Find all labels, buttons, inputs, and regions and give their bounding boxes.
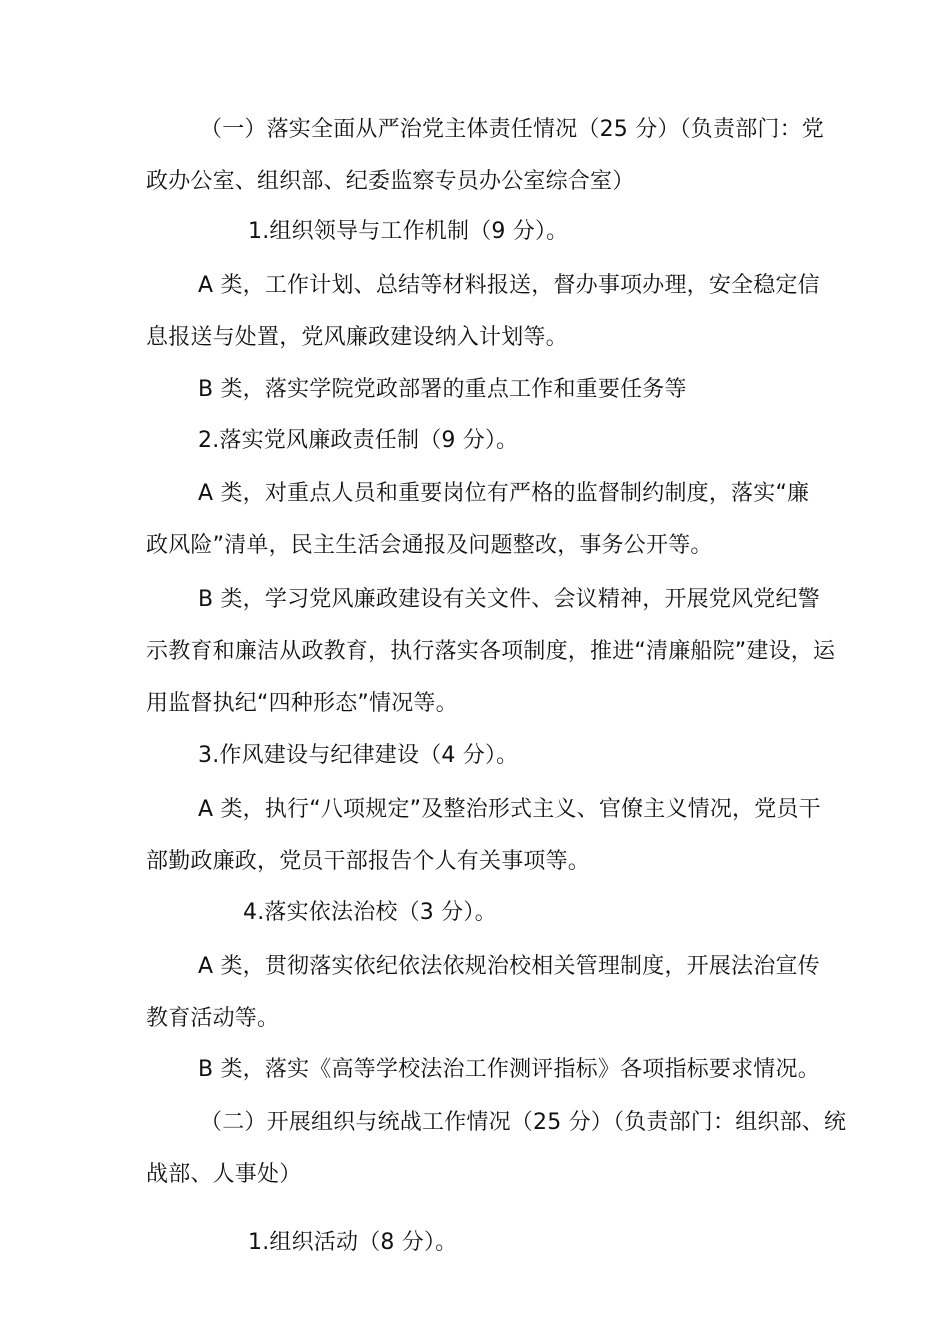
paragraph-line: B 类，学习党风廉政建设有关文件、会议精神，开展党风党纪警 — [198, 587, 820, 612]
item-heading-5: 1.组织活动（8 分）。 — [248, 1230, 458, 1255]
paragraph-line: A 类，工作计划、总结等材料报送，督办事项办理，安全稳定信 — [198, 273, 820, 298]
paragraph-line: A 类，执行“八项规定”及整治形式主义、官僚主义情况，党员干 — [198, 797, 821, 822]
item-heading-1: 1.组织领导与工作机制（9 分）。 — [248, 219, 569, 244]
paragraph-line: A 类，对重点人员和重要岗位有严格的监督制约制度，落实“廉 — [198, 481, 810, 506]
paragraph-line: B 类，落实《高等学校法治工作测评指标》各项指标要求情况。 — [198, 1057, 820, 1082]
paragraph-line: 用监督执纪“四种形态”情况等。 — [146, 691, 458, 716]
paragraph-line: 教育活动等。 — [146, 1006, 280, 1031]
paragraph-line: 政风险”清单，民主生活会通报及问题整改，事务公开等。 — [146, 533, 713, 558]
paragraph-line: 示教育和廉洁从政教育，执行落实各项制度，推进“清廉船院”建设，运 — [146, 639, 836, 664]
section-heading-2: （二）开展组织与统战工作情况（25 分）（负责部门：组织部、统 — [200, 1110, 847, 1135]
item-heading-4: 4.落实依法治校（3 分）。 — [243, 900, 497, 925]
paragraph-line: 部勤政廉政，党员干部报告个人有关事项等。 — [146, 849, 591, 874]
item-heading-2: 2.落实党风廉政责任制（9 分）。 — [198, 428, 519, 453]
section-heading-1: （一）落实全面从严治党主体责任情况（25 分）（负责部门：党 — [200, 117, 824, 142]
paragraph-line: B 类，落实学院党政部署的重点工作和重要任务等 — [198, 377, 687, 402]
section-heading-2-cont: 战部、人事处） — [146, 1162, 302, 1187]
item-heading-3: 3.作风建设与纪律建设（4 分）。 — [198, 743, 519, 768]
paragraph-line: 息报送与处置，党风廉政建设纳入计划等。 — [146, 325, 568, 350]
section-heading-1-cont: 政办公室、组织部、纪委监察专员办公室综合室） — [146, 169, 635, 194]
paragraph-line: A 类，贯彻落实依纪依法依规治校相关管理制度，开展法治宣传 — [198, 954, 820, 979]
